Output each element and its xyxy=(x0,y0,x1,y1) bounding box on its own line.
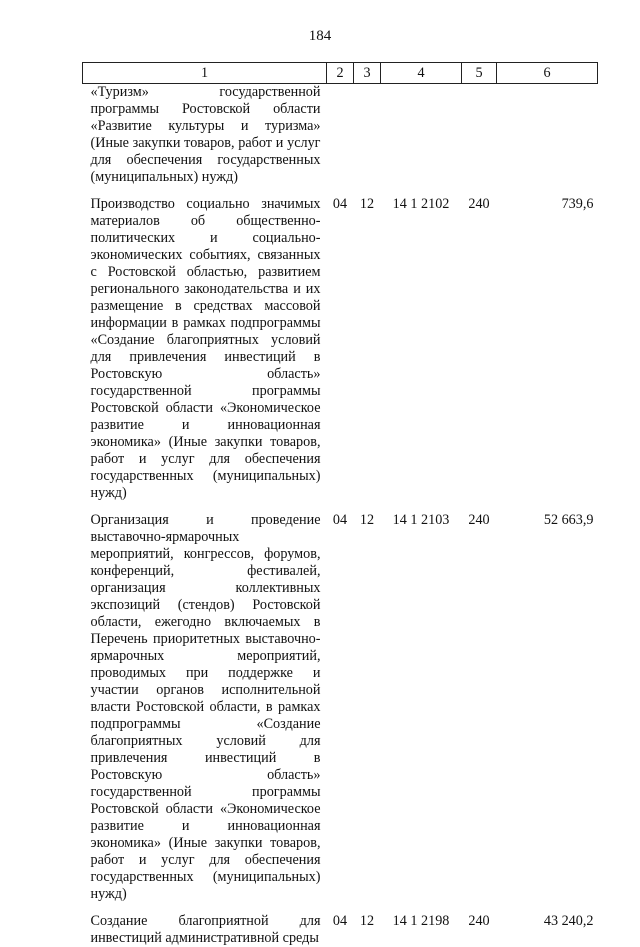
row-sum xyxy=(497,84,598,197)
header-col-5: 5 xyxy=(462,63,497,84)
page-number: 184 xyxy=(0,28,640,45)
row-rz xyxy=(327,84,354,197)
row-vr: 240 xyxy=(462,196,497,512)
row-description: Создание благоприятной для инвестиций административной среды xyxy=(83,913,327,947)
row-description: Производство социально значимых материалов об общественно-политических и социально-экономических событиях, связанных с Ростовской областью, развитием регионального законодательства и их размещение в средствах массовой информации в рамках подпрограммы «Создание благоприятных условий для привлечения инвестиций в Ростовскую область» государственной программы Ростовской области «Экономическое развитие и инновационная экономика» (Иные закупки товаров, работ и услуг для обеспечения государственных (муниципальных) нужд) xyxy=(83,196,327,512)
header-col-6: 6 xyxy=(497,63,598,84)
row-description: Организация и проведение выставочно-ярмарочных мероприятий, конгрессов, форумов, конференций, фестивалей, организация коллективных экспозиций (стендов) Ростовской области, ежегодно включаемых в Перечень приоритетных выставочно-ярмарочных мероприятий, проводимых при поддержке и участии органов исполнительной власти Ростовской области, в рамках подпрограммы «Создание благоприятных условий для привлечения инвестиций в Ростовскую область» государственной программы Ростовской области «Экономическое развитие и инновационная экономика» (Иные закупки товаров, работ и услуг для обеспечения государственных (муниципальных) нужд) xyxy=(83,512,327,913)
budget-table xyxy=(82,62,598,947)
row-pr: 12 xyxy=(354,913,381,947)
row-rz: 04 xyxy=(327,512,354,913)
header-col-3: 3 xyxy=(354,63,381,84)
header-col-1: 1 xyxy=(83,63,327,84)
row-pr: 12 xyxy=(354,196,381,512)
row-csr: 14 1 2102 xyxy=(381,196,462,512)
row-sum: 52 663,9 xyxy=(497,512,598,913)
row-csr xyxy=(381,84,462,197)
row-sum: 739,6 xyxy=(497,196,598,512)
row-description: «Туризм» государственной программы Ростовской области «Развитие культуры и туризма» (Иные закупки товаров, работ и услуг для обеспечения государственных (муниципальных) нужд) xyxy=(83,84,327,197)
header-row xyxy=(83,63,598,84)
header-col-4: 4 xyxy=(381,63,462,84)
table-row xyxy=(83,196,598,512)
row-vr: 240 xyxy=(462,913,497,947)
row-rz: 04 xyxy=(327,913,354,947)
row-pr: 12 xyxy=(354,512,381,913)
row-vr xyxy=(462,84,497,197)
table-header xyxy=(83,63,598,84)
table-row xyxy=(83,512,598,913)
row-pr xyxy=(354,84,381,197)
header-col-2: 2 xyxy=(327,63,354,84)
row-csr: 14 1 2198 xyxy=(381,913,462,947)
table-row xyxy=(83,913,598,947)
row-rz: 04 xyxy=(327,196,354,512)
row-csr: 14 1 2103 xyxy=(381,512,462,913)
row-vr: 240 xyxy=(462,512,497,913)
table-body xyxy=(83,84,598,947)
row-sum: 43 240,2 xyxy=(497,913,598,947)
table-row xyxy=(83,84,598,197)
